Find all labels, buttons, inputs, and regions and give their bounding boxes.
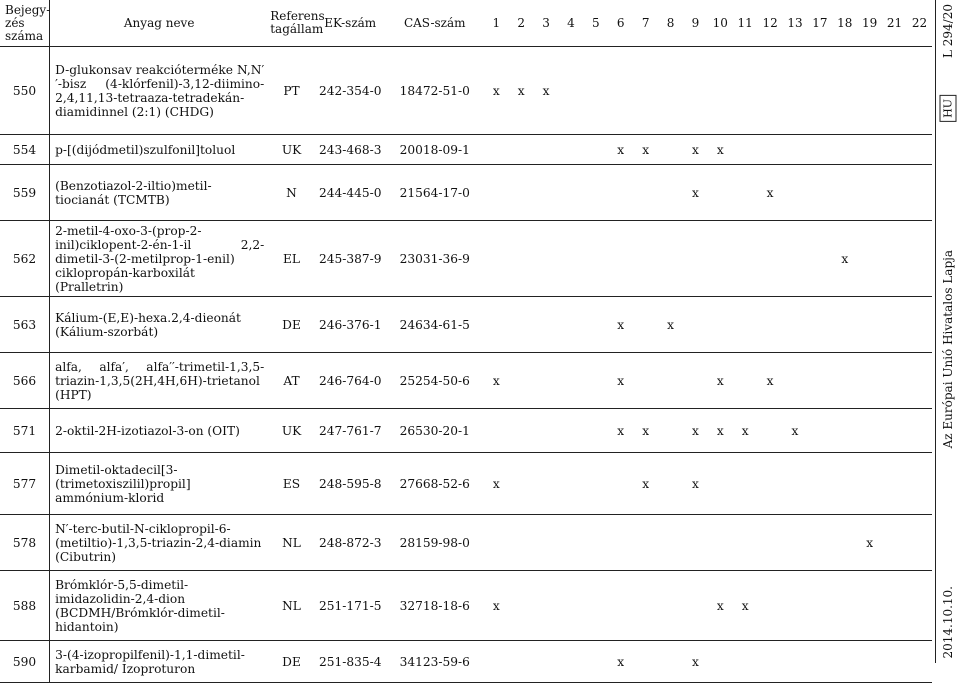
product-type-mark-13 <box>783 453 808 515</box>
product-type-mark-5 <box>583 297 608 353</box>
product-type-mark-7: x <box>633 453 658 515</box>
product-type-mark-17 <box>807 135 832 165</box>
product-type-mark-19 <box>857 641 882 683</box>
product-type-mark-6: x <box>608 297 633 353</box>
product-type-mark-12 <box>758 453 783 515</box>
product-type-mark-2 <box>509 353 534 409</box>
product-type-mark-21 <box>882 47 907 135</box>
product-type-mark-3 <box>534 571 559 641</box>
product-type-mark-17 <box>807 453 832 515</box>
product-type-mark-8 <box>658 641 683 683</box>
ec-number: 247-761-7 <box>315 409 386 453</box>
header-column-12: 12 <box>758 0 783 47</box>
product-type-mark-21 <box>882 353 907 409</box>
header-column-2: 2 <box>509 0 534 47</box>
product-type-mark-3 <box>534 297 559 353</box>
product-type-mark-18 <box>832 47 857 135</box>
product-type-mark-22 <box>907 641 932 683</box>
substance-name: p-[(dijódmetil)szulfonil]toluol <box>50 135 269 165</box>
substance-name: N′-terc-butil-N-ciklopropil-6-(metiltio)-1,3,5-triazin-2,4-diamin (Cibutrin) <box>50 515 269 571</box>
reference-member-state: N <box>268 165 315 221</box>
product-type-mark-11 <box>733 165 758 221</box>
product-type-mark-5 <box>583 409 608 453</box>
ec-number: 245-387-9 <box>315 221 386 297</box>
product-type-mark-6: x <box>608 641 633 683</box>
product-type-mark-11 <box>733 641 758 683</box>
product-type-mark-17 <box>807 47 832 135</box>
product-type-mark-8 <box>658 353 683 409</box>
product-type-mark-21 <box>882 221 907 297</box>
reference-member-state: AT <box>268 353 315 409</box>
product-type-mark-9: x <box>683 165 708 221</box>
product-type-mark-8 <box>658 165 683 221</box>
product-type-mark-9 <box>683 571 708 641</box>
header-column-6: 6 <box>608 0 633 47</box>
product-type-mark-12 <box>758 571 783 641</box>
product-type-mark-4 <box>559 47 584 135</box>
product-type-mark-18 <box>832 515 857 571</box>
product-type-mark-2 <box>509 221 534 297</box>
product-type-mark-10 <box>708 641 733 683</box>
product-type-mark-13 <box>783 297 808 353</box>
product-type-mark-6 <box>608 47 633 135</box>
entry-number: 566 <box>0 353 50 409</box>
product-type-mark-21 <box>882 641 907 683</box>
product-type-mark-7 <box>633 165 658 221</box>
product-type-mark-6 <box>608 453 633 515</box>
reference-member-state: ES <box>268 453 315 515</box>
product-type-mark-9: x <box>683 453 708 515</box>
product-type-mark-10 <box>708 47 733 135</box>
header-column-18: 18 <box>832 0 857 47</box>
product-type-mark-19 <box>857 571 882 641</box>
header-entry-number: Bejegy- zés száma <box>0 0 50 47</box>
substance-name: (Benzotiazol-2-iltio)metil-tiocianát (TCMTB) <box>50 165 269 221</box>
product-type-mark-3 <box>534 165 559 221</box>
product-type-mark-17 <box>807 297 832 353</box>
product-type-mark-18: x <box>832 221 857 297</box>
product-type-mark-12 <box>758 515 783 571</box>
header-column-9: 9 <box>683 0 708 47</box>
substance-name: Kálium-(E,E)-hexa.2,4-dieonát (Kálium-szorbát) <box>50 297 269 353</box>
product-type-mark-9 <box>683 221 708 297</box>
product-type-mark-10: x <box>708 135 733 165</box>
product-type-mark-12: x <box>758 353 783 409</box>
header-column-13: 13 <box>783 0 808 47</box>
product-type-mark-10 <box>708 165 733 221</box>
product-type-mark-9: x <box>683 641 708 683</box>
reference-member-state: DE <box>268 297 315 353</box>
product-type-mark-6 <box>608 515 633 571</box>
reference-member-state: UK <box>268 409 315 453</box>
cas-number: 32718-18-6 <box>386 571 484 641</box>
product-type-mark-7 <box>633 571 658 641</box>
product-type-mark-10: x <box>708 353 733 409</box>
product-type-mark-2 <box>509 515 534 571</box>
ec-number: 246-764-0 <box>315 353 386 409</box>
table-row <box>0 297 932 353</box>
table-row <box>0 47 932 135</box>
product-type-mark-4 <box>559 515 584 571</box>
cas-number: 27668-52-6 <box>386 453 484 515</box>
product-type-mark-3 <box>534 641 559 683</box>
product-type-mark-11 <box>733 353 758 409</box>
product-type-mark-13 <box>783 571 808 641</box>
product-type-mark-4 <box>559 641 584 683</box>
product-type-mark-8: x <box>658 297 683 353</box>
product-type-mark-12 <box>758 221 783 297</box>
product-type-mark-9 <box>683 353 708 409</box>
header-column-11: 11 <box>733 0 758 47</box>
product-type-mark-1 <box>484 297 509 353</box>
product-type-mark-19 <box>857 135 882 165</box>
product-type-mark-5 <box>583 353 608 409</box>
reference-member-state: PT <box>268 47 315 135</box>
entry-number: 554 <box>0 135 50 165</box>
product-type-mark-4 <box>559 165 584 221</box>
table-row <box>0 515 932 571</box>
product-type-mark-11 <box>733 221 758 297</box>
product-type-mark-21 <box>882 135 907 165</box>
product-type-mark-11: x <box>733 409 758 453</box>
substance-name: alfa, alfa′, alfa′′-trimetil-1,3,5-triazin-1,3,5(2H,4H,6H)-trietanol (HPT) <box>50 353 269 409</box>
product-type-mark-22 <box>907 165 932 221</box>
product-type-mark-5 <box>583 47 608 135</box>
product-type-mark-21 <box>882 165 907 221</box>
product-type-mark-19 <box>857 221 882 297</box>
product-type-mark-7 <box>633 353 658 409</box>
ec-number: 251-171-5 <box>315 571 386 641</box>
product-type-mark-22 <box>907 47 932 135</box>
table-row <box>0 453 932 515</box>
header-column-21: 21 <box>882 0 907 47</box>
product-type-mark-22 <box>907 353 932 409</box>
reference-member-state: UK <box>268 135 315 165</box>
header-column-5: 5 <box>583 0 608 47</box>
product-type-mark-21 <box>882 453 907 515</box>
product-type-mark-2: x <box>509 47 534 135</box>
ec-number: 248-872-3 <box>315 515 386 571</box>
product-type-mark-18 <box>832 297 857 353</box>
ec-number: 248-595-8 <box>315 453 386 515</box>
product-type-mark-5 <box>583 641 608 683</box>
header-cas-number: CAS-szám <box>386 0 484 47</box>
cas-number: 24634-61-5 <box>386 297 484 353</box>
product-type-mark-18 <box>832 135 857 165</box>
header-column-17: 17 <box>807 0 832 47</box>
product-type-mark-10: x <box>708 409 733 453</box>
header-column-7: 7 <box>633 0 658 47</box>
product-type-mark-21 <box>882 297 907 353</box>
product-type-mark-8 <box>658 453 683 515</box>
product-type-mark-17 <box>807 409 832 453</box>
product-type-mark-1 <box>484 641 509 683</box>
table-row <box>0 135 932 165</box>
product-type-mark-3 <box>534 221 559 297</box>
product-type-mark-19 <box>857 165 882 221</box>
product-type-mark-17 <box>807 165 832 221</box>
journal-sidebar <box>935 0 960 663</box>
product-type-mark-4 <box>559 297 584 353</box>
table-row <box>0 165 932 221</box>
product-type-mark-13 <box>783 165 808 221</box>
product-type-mark-21 <box>882 515 907 571</box>
table-row <box>0 353 932 409</box>
cas-number: 25254-50-6 <box>386 353 484 409</box>
product-type-mark-12 <box>758 47 783 135</box>
product-type-mark-13 <box>783 221 808 297</box>
product-type-mark-3 <box>534 453 559 515</box>
cas-number: 26530-20-1 <box>386 409 484 453</box>
entry-number: 559 <box>0 165 50 221</box>
header-column-8: 8 <box>658 0 683 47</box>
journal-reference: L 294/20 <box>941 4 955 58</box>
product-type-mark-6: x <box>608 135 633 165</box>
product-type-mark-6 <box>608 165 633 221</box>
cas-number: 20018-09-1 <box>386 135 484 165</box>
product-type-mark-12 <box>758 297 783 353</box>
product-type-mark-9: x <box>683 135 708 165</box>
product-type-mark-8 <box>658 221 683 297</box>
product-type-mark-4 <box>559 453 584 515</box>
product-type-mark-6 <box>608 571 633 641</box>
product-type-mark-2 <box>509 571 534 641</box>
product-type-mark-11 <box>733 135 758 165</box>
product-type-mark-13 <box>783 135 808 165</box>
product-type-mark-11 <box>733 297 758 353</box>
publication-date: 2014.10.10. <box>941 586 955 659</box>
substance-name: Dimetil-oktadecil[3-(trimetoxiszilil)propil] ammónium-klorid <box>50 453 269 515</box>
product-type-mark-6: x <box>608 409 633 453</box>
product-type-mark-6: x <box>608 353 633 409</box>
entry-number: 577 <box>0 453 50 515</box>
reference-member-state: NL <box>268 515 315 571</box>
product-type-mark-12 <box>758 135 783 165</box>
ec-number: 244-445-0 <box>315 165 386 221</box>
product-type-mark-12 <box>758 641 783 683</box>
product-type-mark-10 <box>708 453 733 515</box>
product-type-mark-8 <box>658 47 683 135</box>
product-type-mark-13 <box>783 515 808 571</box>
header-column-22: 22 <box>907 0 932 47</box>
table-body <box>0 47 932 683</box>
substance-name: 2-metil-4-oxo-3-(prop-2-inil)ciklopent-2-én-1-il 2,2-dimetil-3-(2-metilprop-1-enil) ciklopropán-karboxilát (Pralletrin) <box>50 221 269 297</box>
reference-member-state: DE <box>268 641 315 683</box>
header-ec-number: EK-szám <box>315 0 386 47</box>
product-type-mark-18 <box>832 571 857 641</box>
entry-number: 590 <box>0 641 50 683</box>
product-type-mark-9 <box>683 47 708 135</box>
product-type-mark-3 <box>534 353 559 409</box>
product-type-mark-3 <box>534 515 559 571</box>
product-type-mark-4 <box>559 409 584 453</box>
product-type-mark-18 <box>832 641 857 683</box>
entry-number: 588 <box>0 571 50 641</box>
product-type-mark-18 <box>832 453 857 515</box>
header-column-1: 1 <box>484 0 509 47</box>
product-type-mark-1: x <box>484 47 509 135</box>
product-type-mark-5 <box>583 221 608 297</box>
table-row <box>0 221 932 297</box>
product-type-mark-9 <box>683 515 708 571</box>
product-type-mark-17 <box>807 571 832 641</box>
product-type-mark-1 <box>484 165 509 221</box>
product-type-mark-11: x <box>733 571 758 641</box>
product-type-mark-17 <box>807 515 832 571</box>
product-type-mark-18 <box>832 353 857 409</box>
product-type-mark-21 <box>882 571 907 641</box>
product-type-mark-1: x <box>484 453 509 515</box>
product-type-mark-19 <box>857 353 882 409</box>
journal-title: Az Európai Unió Hivatalos Lapja <box>941 250 955 449</box>
product-type-mark-5 <box>583 515 608 571</box>
product-type-mark-22 <box>907 453 932 515</box>
product-type-mark-19 <box>857 409 882 453</box>
ec-number: 242-354-0 <box>315 47 386 135</box>
product-type-mark-7 <box>633 641 658 683</box>
product-type-mark-1 <box>484 135 509 165</box>
product-type-mark-7 <box>633 297 658 353</box>
product-type-mark-2 <box>509 297 534 353</box>
product-type-mark-22 <box>907 297 932 353</box>
product-type-mark-1: x <box>484 353 509 409</box>
header-column-10: 10 <box>708 0 733 47</box>
product-type-mark-2 <box>509 641 534 683</box>
product-type-mark-13 <box>783 47 808 135</box>
product-type-mark-12: x <box>758 165 783 221</box>
substance-name: D-glukonsav reakcióterméke N,N′′-bisz (4-klórfenil)-3,12-diimino-2,4,11,13-tetraaza-tetradekán-diamidinnel (2:1) (CHDG) <box>50 47 269 135</box>
header-column-19: 19 <box>857 0 882 47</box>
product-type-mark-9: x <box>683 409 708 453</box>
product-type-mark-11 <box>733 453 758 515</box>
cas-number: 28159-98-0 <box>386 515 484 571</box>
substance-name: 3-(4-izopropilfenil)-1,1-dimetil-karbamid/ Izoproturon <box>50 641 269 683</box>
header-substance-name: Anyag neve <box>50 0 269 47</box>
cas-number: 23031-36-9 <box>386 221 484 297</box>
product-type-mark-13: x <box>783 409 808 453</box>
product-type-mark-10: x <box>708 571 733 641</box>
product-type-mark-2 <box>509 409 534 453</box>
language-code: HU <box>940 95 957 122</box>
product-type-mark-17 <box>807 353 832 409</box>
cas-number: 21564-17-0 <box>386 165 484 221</box>
product-type-mark-12 <box>758 409 783 453</box>
reference-member-state: EL <box>268 221 315 297</box>
product-type-mark-3: x <box>534 47 559 135</box>
product-type-mark-4 <box>559 221 584 297</box>
entry-number: 562 <box>0 221 50 297</box>
product-type-mark-7: x <box>633 135 658 165</box>
reference-member-state: NL <box>268 571 315 641</box>
product-type-mark-5 <box>583 571 608 641</box>
product-type-mark-6 <box>608 221 633 297</box>
header-column-3: 3 <box>534 0 559 47</box>
product-type-mark-7 <box>633 221 658 297</box>
ec-number: 251-835-4 <box>315 641 386 683</box>
product-type-mark-3 <box>534 135 559 165</box>
product-type-mark-22 <box>907 571 932 641</box>
product-type-mark-18 <box>832 409 857 453</box>
product-type-mark-19 <box>857 453 882 515</box>
product-type-mark-5 <box>583 165 608 221</box>
product-type-mark-2 <box>509 165 534 221</box>
entry-number: 578 <box>0 515 50 571</box>
product-type-mark-7 <box>633 47 658 135</box>
product-type-mark-10 <box>708 515 733 571</box>
product-type-mark-4 <box>559 135 584 165</box>
product-type-mark-22 <box>907 221 932 297</box>
table-header-row <box>0 0 932 47</box>
product-type-mark-2 <box>509 453 534 515</box>
product-type-mark-13 <box>783 353 808 409</box>
product-type-mark-1 <box>484 515 509 571</box>
product-type-mark-4 <box>559 571 584 641</box>
product-type-mark-10 <box>708 297 733 353</box>
product-type-mark-19 <box>857 297 882 353</box>
header-reference-member-state: Referens tagállam <box>268 0 315 47</box>
product-type-mark-17 <box>807 641 832 683</box>
product-type-mark-8 <box>658 515 683 571</box>
product-type-mark-18 <box>832 165 857 221</box>
product-type-mark-11 <box>733 47 758 135</box>
product-type-mark-1 <box>484 409 509 453</box>
table-row <box>0 409 932 453</box>
product-type-mark-22 <box>907 409 932 453</box>
cas-number: 34123-59-6 <box>386 641 484 683</box>
product-type-mark-22 <box>907 135 932 165</box>
ec-number: 243-468-3 <box>315 135 386 165</box>
product-type-mark-7 <box>633 515 658 571</box>
product-type-mark-21 <box>882 409 907 453</box>
entry-number: 550 <box>0 47 50 135</box>
product-type-mark-5 <box>583 453 608 515</box>
product-type-mark-1 <box>484 221 509 297</box>
entry-number: 571 <box>0 409 50 453</box>
entry-number: 563 <box>0 297 50 353</box>
product-type-mark-8 <box>658 571 683 641</box>
product-type-mark-22 <box>907 515 932 571</box>
product-type-mark-8 <box>658 135 683 165</box>
product-type-mark-19 <box>857 47 882 135</box>
product-type-mark-19: x <box>857 515 882 571</box>
cas-number: 18472-51-0 <box>386 47 484 135</box>
product-type-mark-4 <box>559 353 584 409</box>
product-type-mark-2 <box>509 135 534 165</box>
product-type-mark-5 <box>583 135 608 165</box>
product-type-mark-3 <box>534 409 559 453</box>
product-type-mark-1: x <box>484 571 509 641</box>
product-type-mark-13 <box>783 641 808 683</box>
product-type-mark-8 <box>658 409 683 453</box>
ec-number: 246-376-1 <box>315 297 386 353</box>
product-type-mark-9 <box>683 297 708 353</box>
product-type-mark-11 <box>733 515 758 571</box>
table-row <box>0 641 932 683</box>
table-row <box>0 571 932 641</box>
substance-name: Brómklór-5,5-dimetil-imidazolidin-2,4-dion (BCDMH/Brómklór-dimetil-hidantoin) <box>50 571 269 641</box>
product-type-mark-7: x <box>633 409 658 453</box>
header-column-4: 4 <box>559 0 584 47</box>
product-type-mark-17 <box>807 221 832 297</box>
substance-name: 2-oktil-2H-izotiazol-3-on (OIT) <box>50 409 269 453</box>
product-type-mark-10 <box>708 221 733 297</box>
